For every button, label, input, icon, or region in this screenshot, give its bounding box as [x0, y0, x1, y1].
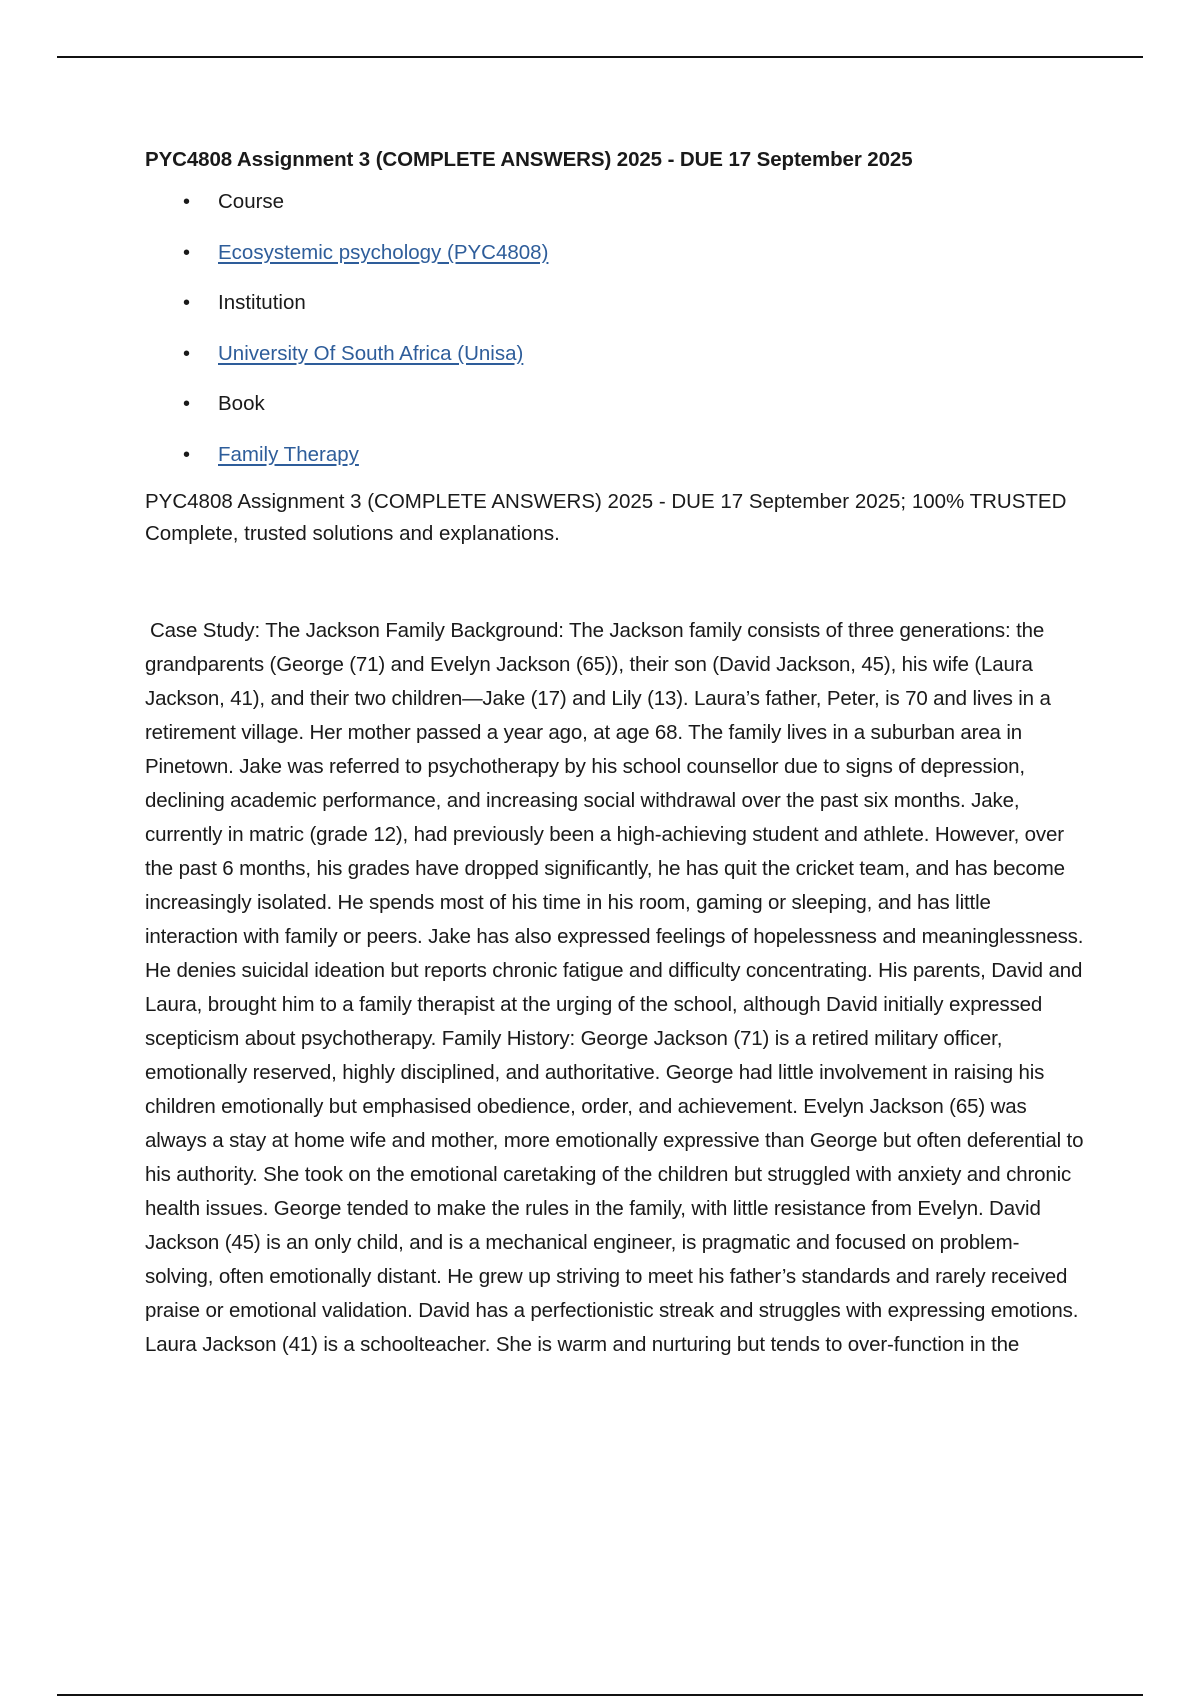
bullet-icon: •	[183, 292, 191, 314]
top-divider	[57, 56, 1143, 58]
bottom-divider	[57, 1694, 1143, 1696]
metadata-list	[145, 187, 1085, 470]
list-item-course-link	[145, 238, 1085, 268]
institution-label: Institution	[218, 291, 306, 314]
course-label: Course	[218, 190, 285, 213]
bullet-icon: •	[183, 241, 191, 264]
course-link[interactable]: Ecosystemic psychology (PYC4808)	[218, 240, 549, 264]
bullet-icon: •	[183, 342, 191, 365]
bullet-icon: •	[183, 191, 191, 213]
list-item-institution-link	[145, 339, 1085, 369]
book-label: Book	[218, 392, 265, 415]
bullet-icon: •	[183, 393, 191, 415]
document-title: PYC4808 Assignment 3 (COMPLETE ANSWERS) 2025 - DUE 17 September 2025	[145, 148, 913, 171]
bullet-icon: •	[183, 443, 191, 466]
list-item-institution	[145, 288, 1085, 318]
case-study-paragraph: Case Study: The Jackson Family Background: The Jackson family consists of three generations: the grandparents (George (71) and Evelyn Jackson (65)), their son (David Jackson, 45), his wife (Laura Jackson, 41), and their two children—Jake (17) and Lily (13). Laura’s father, Peter, is 70 and lives in a retirement village. Her mother passed a year ago, at age 68. The family lives in a suburban area in Pinetown. Jake was referred to psychotherapy by his school counsellor due to signs of depression, declining academic performance, and increasing social withdrawal over the past six months. Jake, currently in matric (grade 12), had previously been a high-achieving student and athlete. However, over the past 6 months, his grades have dropped significantly, he has quit the cricket team, and has become increasingly isolated. He spends most of his time in his room, gaming or sleeping, and has little interaction with family or peers. Jake has also expressed feelings of hopelessness and meaninglessness. He denies suicidal ideation but reports chronic fatigue and difficulty concentrating. His parents, David and Laura, brought him to a family therapist at the urging of the school, although David initially expressed scepticism about psychotherapy. Family History: George Jackson (71) is a retired military officer, emotionally reserved, highly disciplined, and authoritative. George had little involvement in raising his children emotionally but emphasised obedience, order, and achievement. Evelyn Jackson (65) was always a stay at home wife and mother, more emotionally expressive than George but often deferential to his authority. She took on the emotional caretaking of the children but struggled with anxiety and chronic health issues. George tended to make the rules in the family, with little resistance from Evelyn. David Jackson (45) is an only child, and is a mechanical engineer, is pragmatic and focused on problem-solving, often emotionally distant. He grew up striving to meet his father’s standards and rarely received praise or emotional validation. David has a perfectionistic streak and struggles with expressing emotions. Laura Jackson (41) is a schoolteacher. She is warm and nurturing but tends to over-function in the	[145, 619, 1084, 1356]
intro-paragraph: PYC4808 Assignment 3 (COMPLETE ANSWERS) 2025 - DUE 17 September 2025; 100% TRUSTED Complete, trusted solutions and explanations.	[145, 490, 1067, 545]
list-item-book	[145, 389, 1085, 419]
document-body	[145, 145, 1085, 1362]
book-link[interactable]: Family Therapy	[218, 442, 359, 466]
institution-link[interactable]: University Of South Africa (Unisa)	[218, 341, 524, 365]
list-item-course	[145, 187, 1085, 217]
list-item-book-link	[145, 440, 1085, 470]
